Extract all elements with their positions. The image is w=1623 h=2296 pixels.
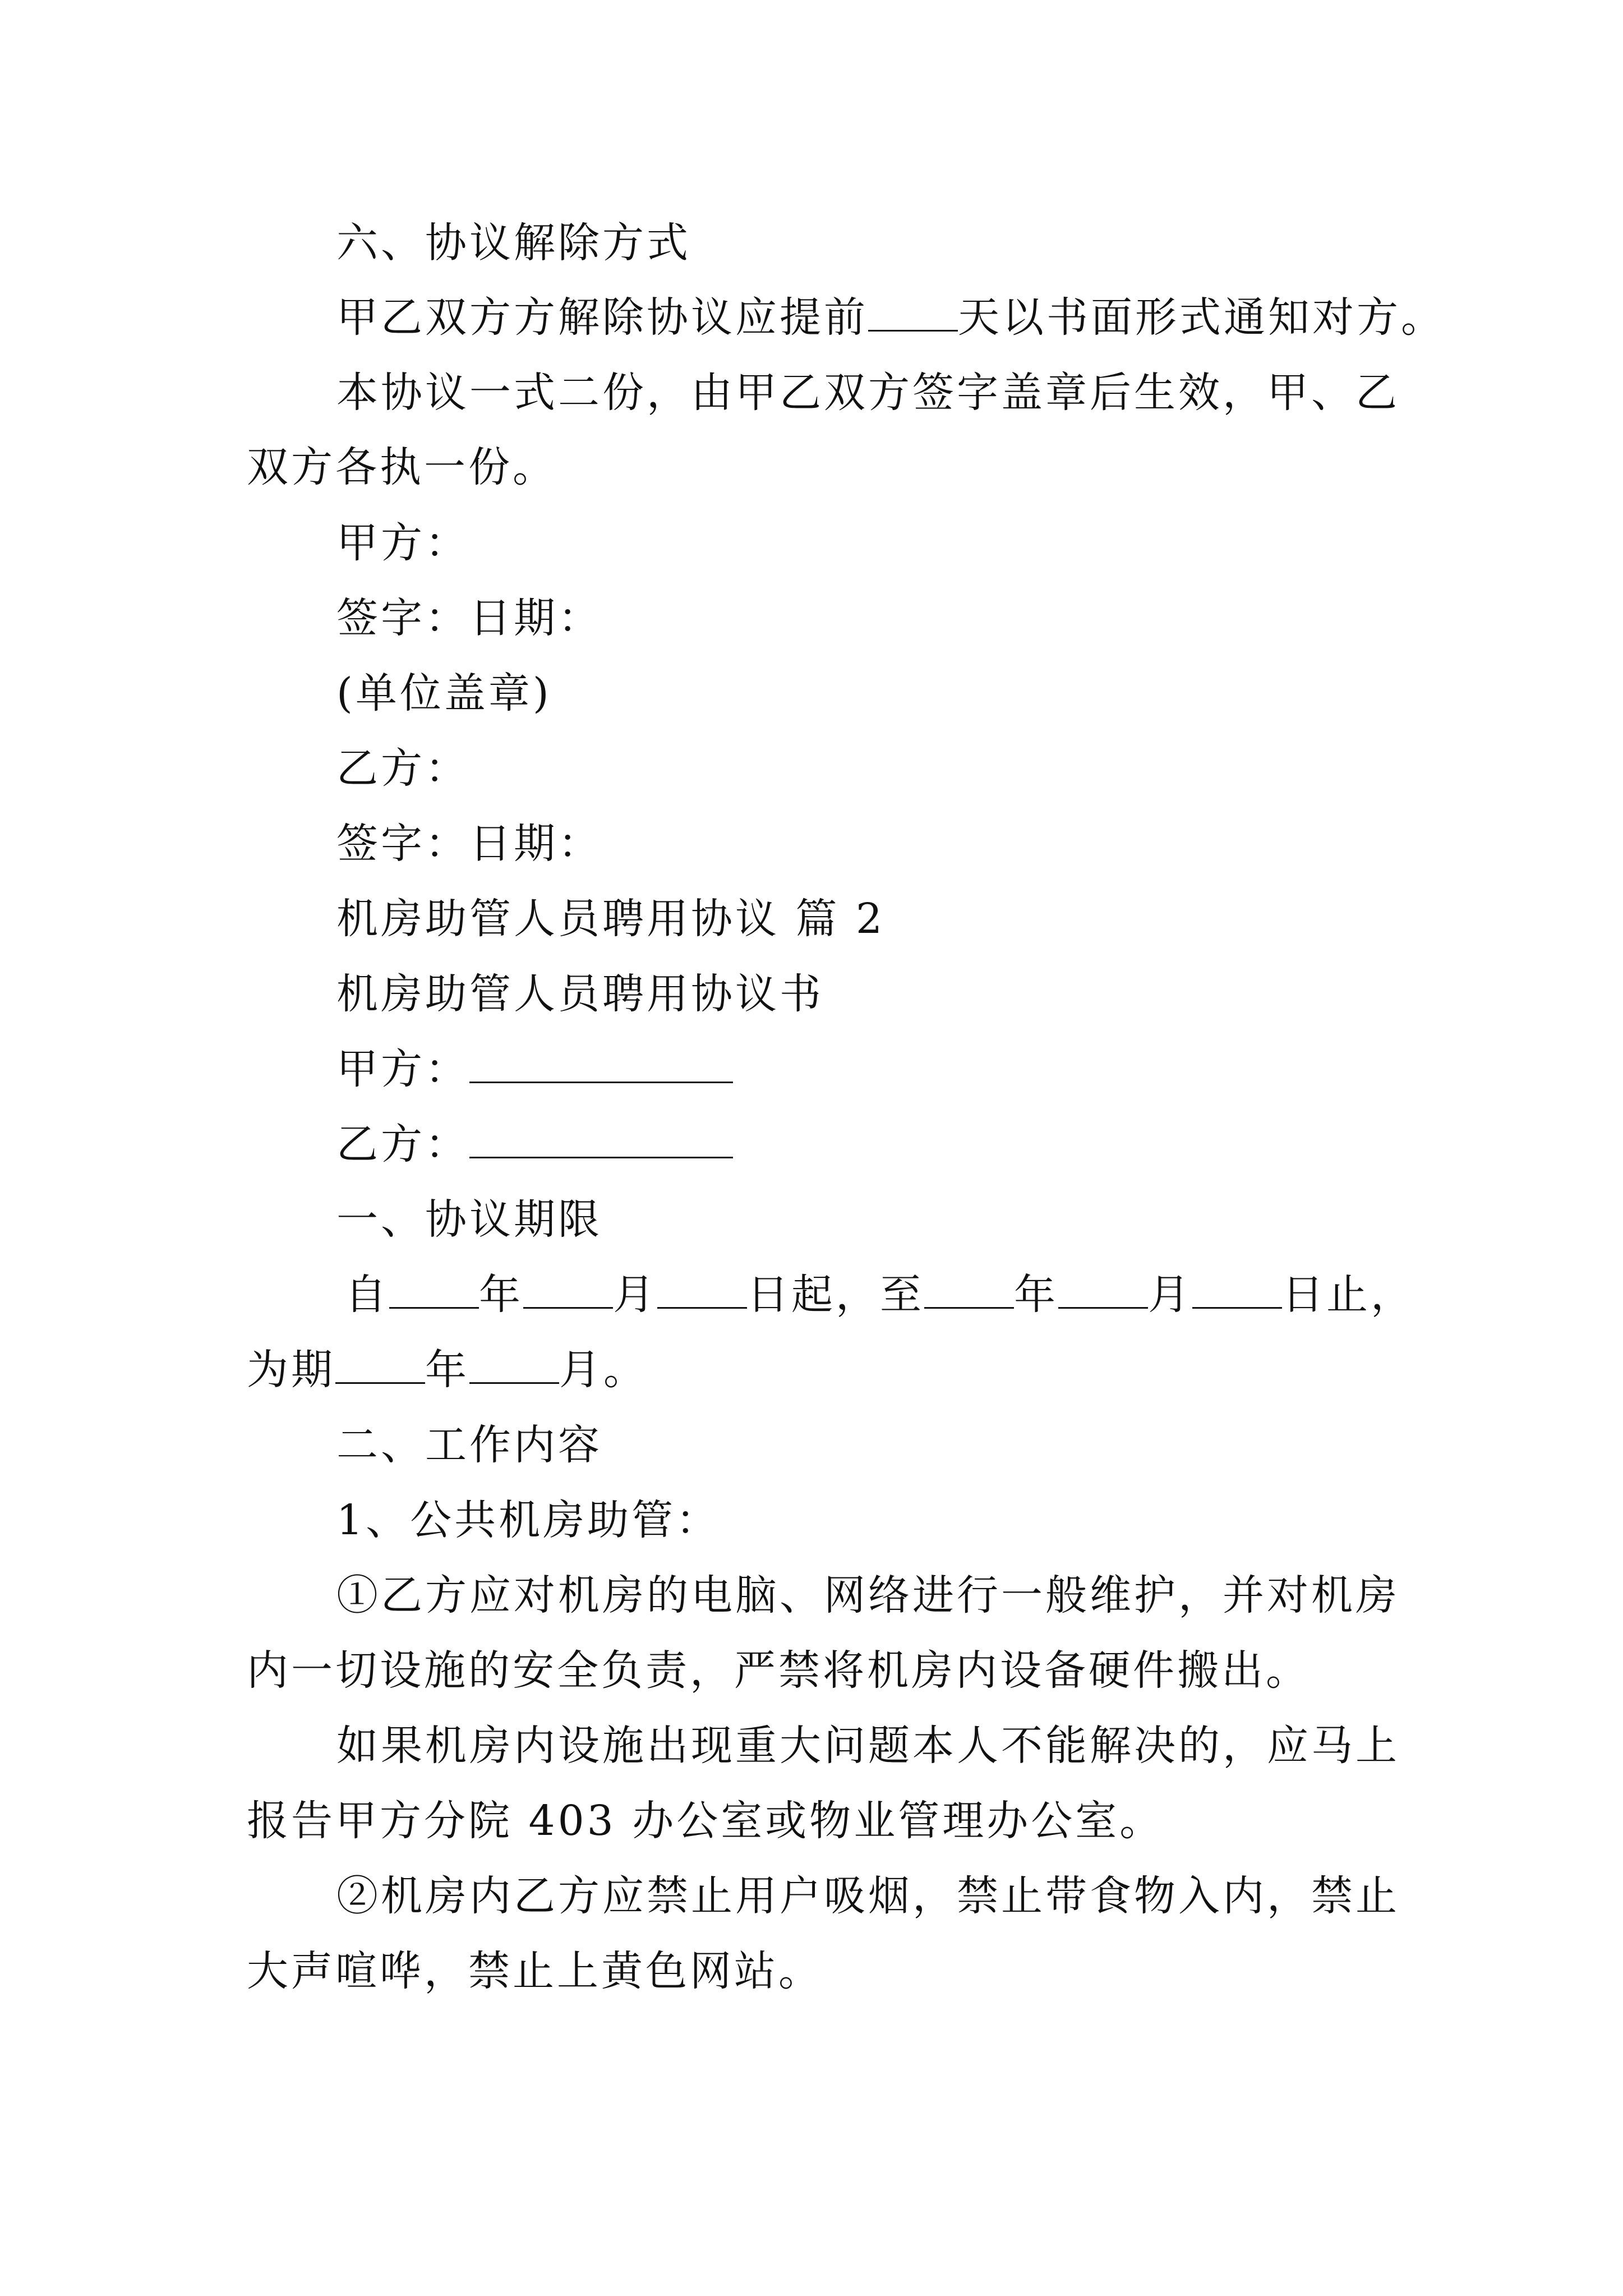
fill-in-blank xyxy=(1058,1272,1148,1309)
party-b-blank xyxy=(469,1122,733,1158)
text-segment: 日起，至 xyxy=(747,1271,924,1319)
duty-1-line-1: ①乙方应对机房的电脑、网络进行一般维护，并对机房 xyxy=(336,1571,1400,1619)
agreement-title: 机房助管人员聘用协议书 xyxy=(336,970,824,1018)
report-paragraph-line-2: 报告甲方分院 403 办公室或物业管理办公室。 xyxy=(247,1797,1164,1845)
party-b-field xyxy=(336,1116,733,1172)
text-segment: 自 xyxy=(345,1271,389,1319)
text-segment: 月。 xyxy=(559,1346,648,1394)
fill-in-blank xyxy=(523,1272,613,1309)
text-segment: 为期 xyxy=(247,1346,335,1394)
party-a-signature-date: 签字：日期： xyxy=(336,594,602,642)
text-segment: 日止， xyxy=(1282,1271,1415,1319)
text-segment: 年 xyxy=(425,1346,469,1394)
party-a-field-label: 甲方： xyxy=(336,1045,469,1093)
company-seal-note: (单位盖章) xyxy=(336,669,552,717)
party-b-label: 乙方： xyxy=(336,744,469,793)
section-heading-work: 二、工作内容 xyxy=(336,1421,602,1469)
section-heading-term: 一、协议期限 xyxy=(336,1195,602,1244)
fill-in-blank xyxy=(657,1272,747,1309)
text-segment: 甲乙双方方解除协议应提前 xyxy=(336,293,868,342)
party-a-label: 甲方： xyxy=(336,519,469,567)
term-dates-line-2 xyxy=(247,1342,648,1398)
text-segment: 年 xyxy=(1014,1271,1058,1319)
fill-in-blank xyxy=(1192,1272,1282,1309)
duty-1-line-2: 内一切设施的安全负责，严禁将机房内设备硬件搬出。 xyxy=(247,1646,1310,1695)
fill-in-blank xyxy=(868,295,958,332)
report-paragraph-line-1: 如果机房内设施出现重大问题本人不能解决的，应马上 xyxy=(336,1722,1400,1770)
party-a-field xyxy=(336,1041,733,1097)
text-segment: 年 xyxy=(479,1271,523,1319)
duty-2-line-2: 大声喧哗，禁止上黄色网站。 xyxy=(247,1947,823,1995)
fill-in-blank xyxy=(469,1347,559,1384)
fill-in-blank xyxy=(335,1347,425,1384)
fill-in-blank xyxy=(924,1272,1014,1309)
duty-2-line-1: ②机房内乙方应禁止用户吸烟，禁止带食物入内，禁止 xyxy=(336,1872,1400,1920)
text-segment: 月 xyxy=(613,1271,657,1319)
section-heading-termination: 六、协议解除方式 xyxy=(336,219,691,267)
term-dates-line-1 xyxy=(345,1267,1415,1323)
subsection-heading-public-lab: 1、公共机房助管： xyxy=(336,1496,721,1544)
copies-paragraph-line-1: 本协议一式二份，由甲乙双方签字盖章后生效，甲、乙 xyxy=(336,369,1400,417)
termination-notice-paragraph xyxy=(336,289,1445,346)
fill-in-blank xyxy=(389,1272,479,1309)
party-b-field-label: 乙方： xyxy=(336,1120,469,1168)
text-segment: 月 xyxy=(1148,1271,1192,1319)
party-b-signature-date: 签字：日期： xyxy=(336,820,602,868)
article-title: 机房助管人员聘用协议 篇 2 xyxy=(336,895,886,943)
copies-paragraph-line-2: 双方各执一份。 xyxy=(247,443,557,491)
party-a-blank xyxy=(469,1047,733,1083)
text-segment: 天以书面形式通知对方。 xyxy=(958,293,1445,342)
